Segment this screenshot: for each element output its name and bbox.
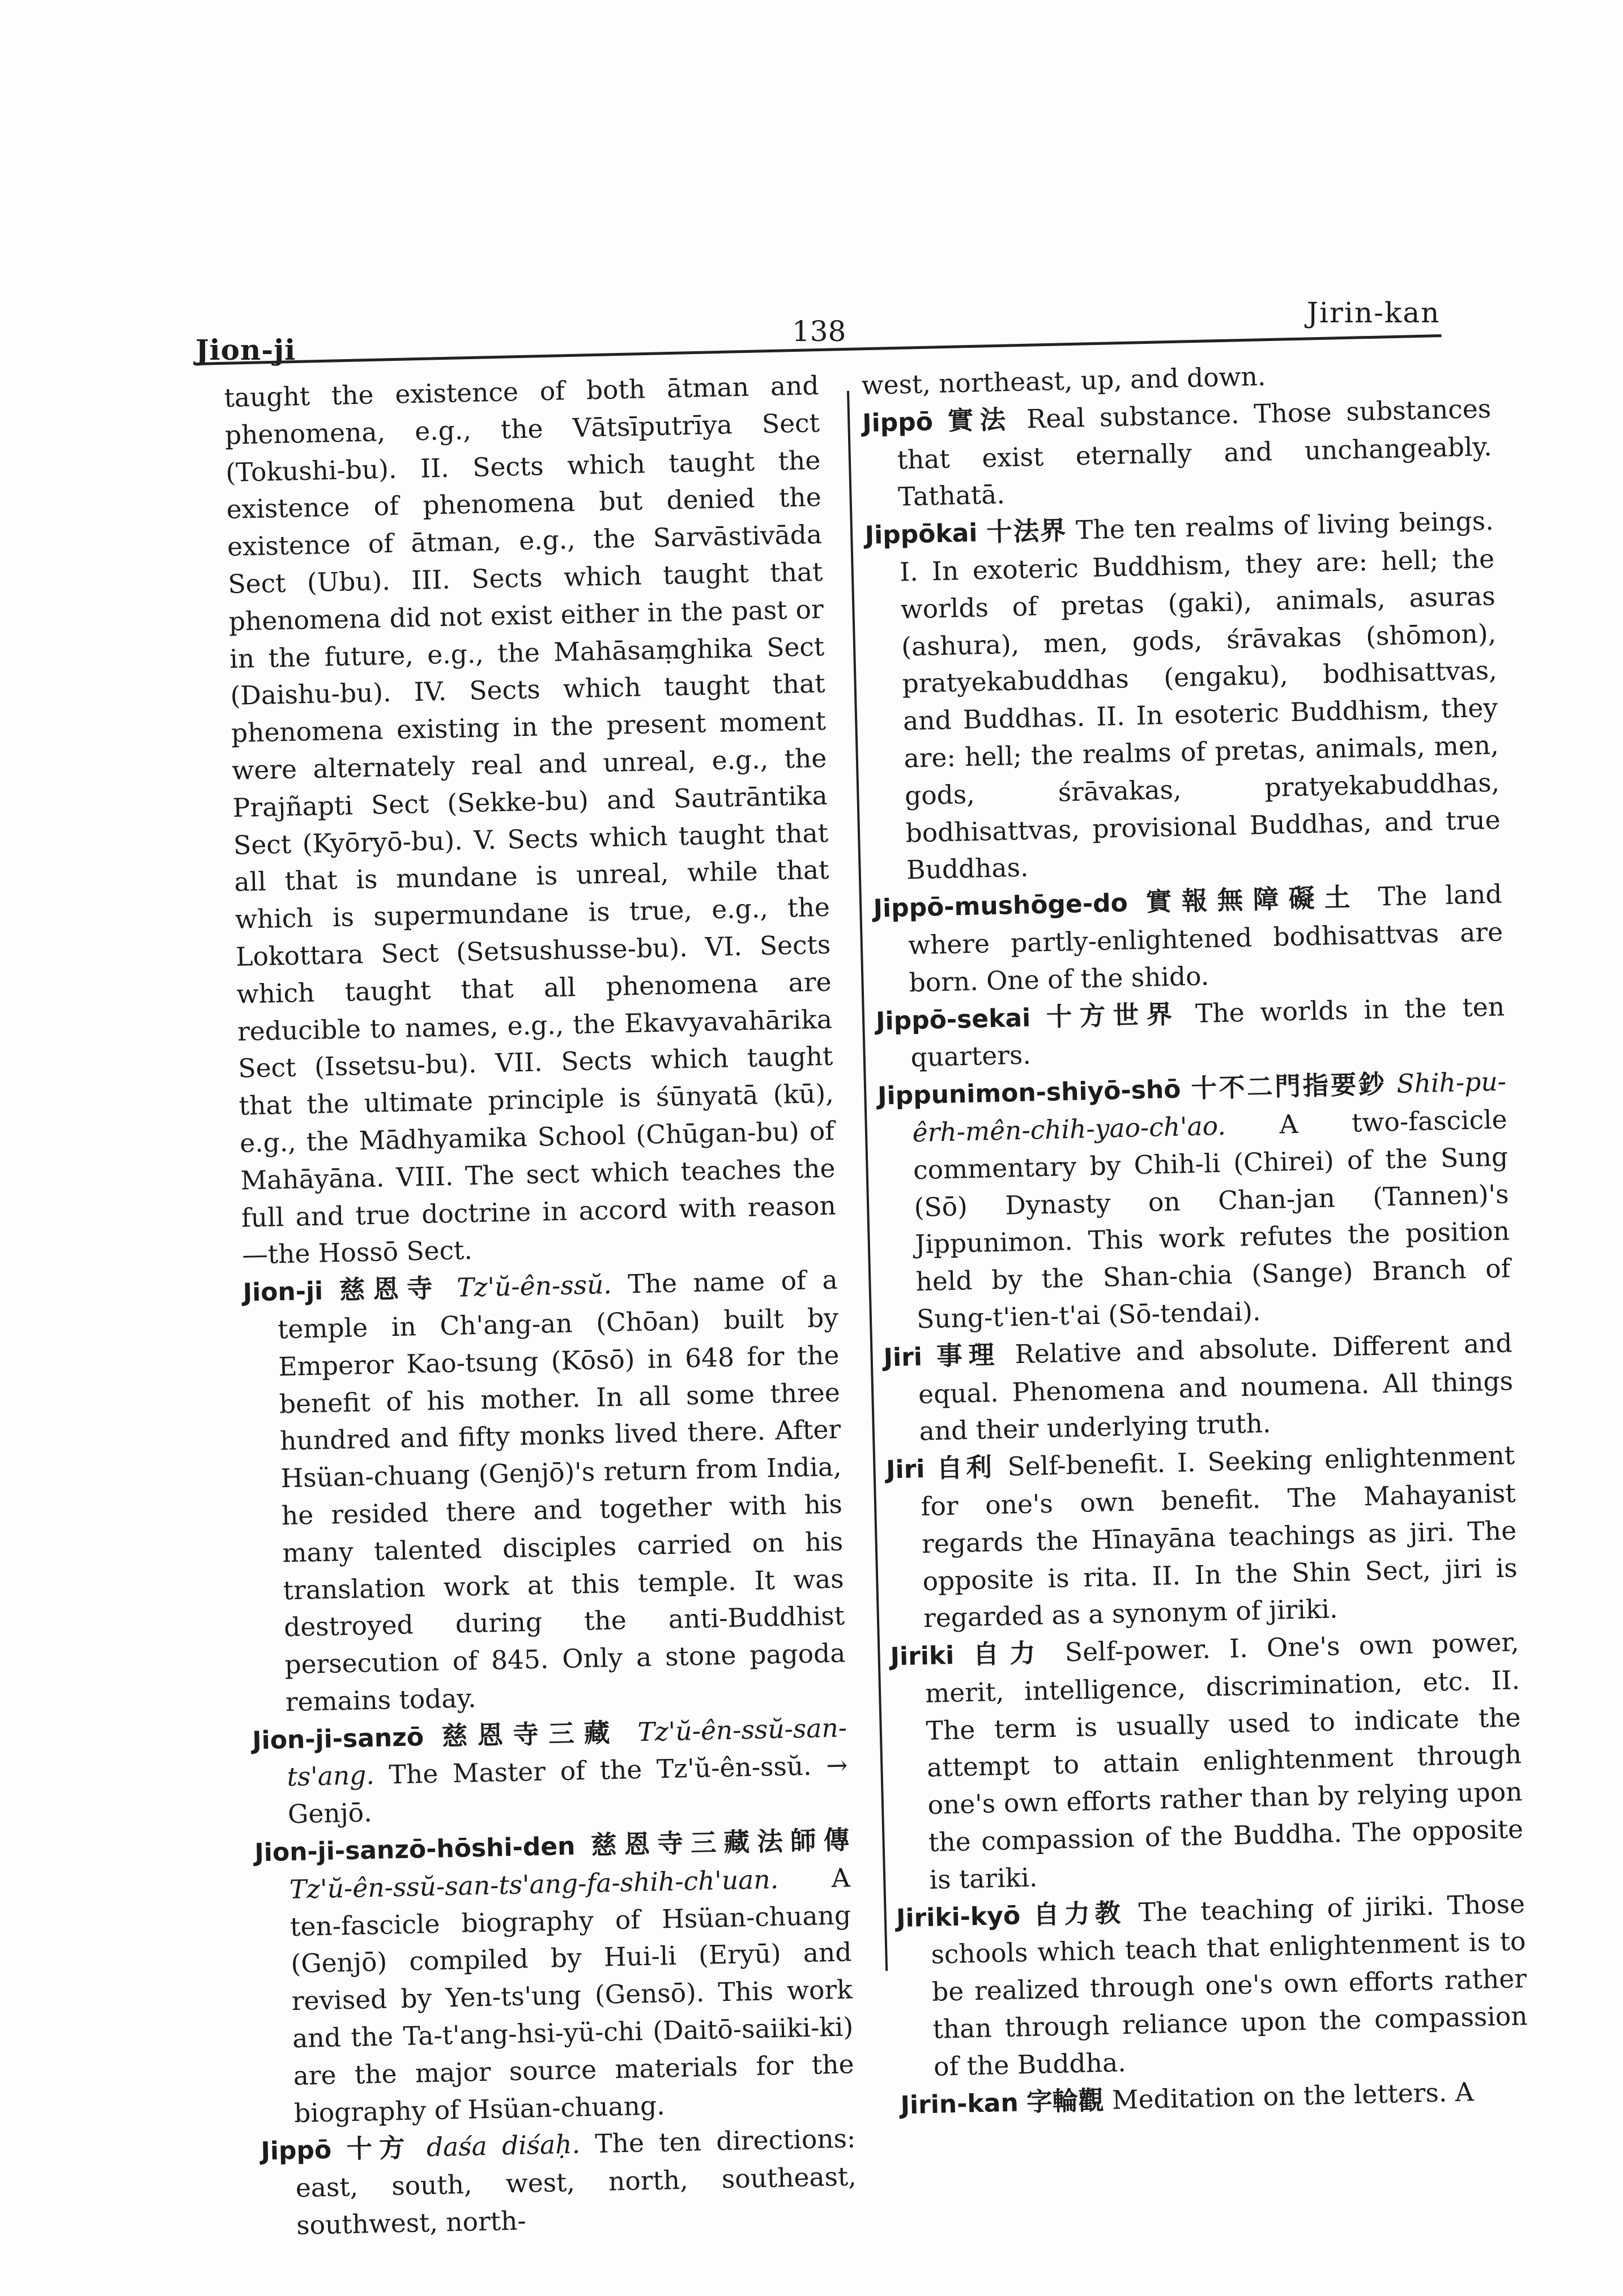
dictionary-entry: [242, 1262, 846, 1722]
entry-text: Meditation on the letters. A: [1111, 2076, 1475, 2115]
entry-text: west, northeast, up, and down.: [861, 361, 1266, 401]
running-head-right: Jirin-kan: [1307, 296, 1441, 329]
entry-romanization: Tz'ŭ-ên-ssŭ.: [456, 1270, 612, 1303]
entry-headword: Jippō-mushōge-do: [873, 888, 1128, 923]
entry-headword: Jippunimon-shiyō-shō: [877, 1075, 1182, 1111]
entry-romanization: Shih-pu-êrh-mên-chih-yao-ch'ao.: [912, 1066, 1507, 1148]
dictionary-entry: [862, 390, 1493, 517]
dictionary-entry: [261, 2120, 858, 2245]
dictionary-entry: [875, 988, 1506, 1077]
entry-romanization: Tz'ŭ-ên-ssŭ-san-ts'ang-fa-shih-ch'uan.: [289, 1864, 779, 1905]
entry-headword: Jion-ji: [242, 1276, 323, 1307]
dictionary-entry: [252, 1709, 849, 1834]
dictionary-entry: [896, 1885, 1528, 2086]
entry-cjk: 字輪觀: [1026, 2085, 1105, 2117]
entry-headword: Jiriki-kyō: [896, 1901, 1021, 1933]
entry-text: The land where partly-enlightened bodhisattvas are born. One of the shido.: [908, 879, 1503, 998]
entry-cjk: 十方: [346, 2133, 412, 2165]
entry-headword: Jippō: [260, 2136, 332, 2166]
entry-cjk: 十法界: [986, 516, 1067, 548]
dictionary-entry: [877, 1063, 1511, 1339]
entry-headword: Jippō-sekai: [875, 1003, 1031, 1036]
entry-cjk: 自利: [936, 1452, 996, 1484]
entry-cjk: 自力教: [1033, 1897, 1126, 1930]
dictionary-entry: [873, 876, 1504, 1003]
dictionary-entry: [883, 1324, 1514, 1451]
right-column: [861, 353, 1530, 2124]
running-head-left: Jion-ji: [195, 333, 296, 367]
left-column: [224, 367, 858, 2245]
entry-text: The name of a temple in Ch'ang-an (Chōan) built by Emperor Kao-tsung (Kōsō) in 648 for the benefit of his mother. In all some three hundred and fifty monks lived there. After Hsüan-chuang (Genjō)'s return from India, he resided there and together with his many talented disciples carried on his translation work at this temple. It was destroyed during the anti-Buddhist persecution of 845. Only a stone pagoda remains today.: [277, 1264, 846, 1718]
entry-cjk: 十不二門指要鈔: [1191, 1069, 1387, 1104]
entry-romanization: Tz'ŭ-ên-ssŭ-san-ts'ang.: [287, 1713, 847, 1792]
entry-text: A ten-fascicle biography of Hsüan-chuang (Genjō) compiled by Hui-li (Eryū) and revised by Yen-ts'ung (Gensō). This work and the Ta-t'ang-hsi-yü-chi (Daitō-saiiki-ki) are the major source materials for the biography of Hsüan-chuang.: [289, 1863, 855, 2128]
entry-cjk: 十方世界: [1046, 999, 1180, 1032]
entry-text: The ten directions: east, south, west, north, southeast, southwest, north-: [295, 2123, 857, 2241]
entry-headword: Jion-ji-sanzō: [252, 1722, 424, 1756]
entry-headword: Jippōkai: [864, 518, 978, 551]
entry-text: The teaching of jiriki. Those schools which teach that enlightenment is to be realized through one's own efforts rather than through reliance upon the compassion of the Buddha.: [931, 1888, 1528, 2082]
entry-text: The worlds in the ten quarters.: [910, 991, 1505, 1073]
entry-cjk: 慈恩寺: [339, 1273, 441, 1306]
entry-text: Relative and absolute. Different and equal. Phenomena and noumena. All things and their underlying truth.: [918, 1328, 1514, 1447]
dictionary-entry: [864, 502, 1502, 890]
entry-headword: Jiri: [883, 1342, 923, 1373]
entry-continuation: [224, 367, 837, 1274]
entry-cjk: 實法: [947, 404, 1012, 436]
entry-headword: Jippō: [862, 407, 934, 438]
entry-text: Self-benefit. I. Seeking enlightenment for one's own benefit. The Mahayanist regards the Hīnayāna teachings as jiri. The opposite is rita. II. In the Shin Sect, jiri is regarded as a synonym of jiriki.: [921, 1440, 1518, 1634]
page-number: 138: [792, 315, 846, 348]
entry-text: A two-fascicle commentary by Chih-li (Chirei) of the Sung (Sō) Dynasty on Chan-jan (Tannen)'s Jippunimon. This work refutes the position held by the Shan-chia (Sange) Branch of Sung-t'ien-t'ai (Sō-tendai).: [913, 1104, 1511, 1335]
dictionary-entry: [254, 1822, 855, 2133]
dictionary-entry: [890, 1624, 1524, 1899]
entry-text: Self-power. I. One's own power, merit, intelligence, discrimination, etc. II. The term is usually used to indicate the attempt to attain enlightenment through one's own efforts rather than by relying upon the compassion of the Buddha. The opposite is tariki.: [925, 1627, 1524, 1895]
entry-cjk: 自力: [973, 1638, 1047, 1670]
entry-cjk: 實報無障礙土: [1145, 882, 1361, 917]
entry-cjk: 慈恩寺三藏法師傳: [590, 1825, 850, 1861]
entry-text: The ten realms of living beings. I. In exoteric Buddhism, they are: hell; the worlds of pretas (gaki), animals, asuras (ashura), men, gods, śrāvakas (shōmon), pratyekabuddhas (engaku), bodhisattvas, and Buddhas. II. In esoteric Buddhism, they are: hell; the realms of pretas, animals, men, gods, śrāvakas, pratyekabuddhas, bodhisattvas, provisional Buddhas, and true Buddhas.: [899, 505, 1501, 885]
entry-cjk: 慈恩寺三藏: [441, 1717, 620, 1752]
entry-text: Real substance. Those substances that exist eternally and unchangeably. Tathatā.: [897, 393, 1493, 512]
entry-headword: Jirin-kan: [900, 2088, 1019, 2120]
entry-cjk: 事理: [936, 1339, 1001, 1371]
entry-headword: Jiriki: [890, 1641, 955, 1672]
entry-text: taught the existence of both ātman and phenomena, e.g., the Vātsīputrīya Sect (Tokushi-bu). II. Sects which taught the existence of phenomena but denied the existence of ātman, e.g., the Sarvāstivāda Sect (Ubu). III. Sects which taught that phenomena did not exist either in the past or in the future, e.g., the Mahāsaṃghika Sect (Daishu-bu). IV. Sects which taught that phenomena existing in the present moment were alternately real and unreal, e.g., the Prajñapti Sect (Sekke-bu) and Sautrāntika Sect (Kyōryō-bu). V. Sects which taught that all that is mundane is unreal, while that which is supermundane is true, e.g., the Lokottara Sect (Setsushusse-bu). VI. Sects which taught that all phenomena are reducible to names, e.g., the Ekavyavahārika Sect (Issetsu-bu). VII. Sects which taught that the ultimate principle is śūnyatā (kū), e.g., the Mādhyamika School (Chūgan-bu) of Mahāyāna. VIII. The sect which teaches the full and true doctrine in accord with reason—the Hossō Sect.: [224, 370, 837, 1270]
entry-text: The Master of the Tz'ŭ-ên-ssŭ. → Genjō.: [287, 1750, 849, 1830]
entry-headword: Jiri: [885, 1455, 925, 1485]
entry-headword: Jion-ji-sanzō-hōshi-den: [254, 1831, 576, 1868]
entry-romanization: daśa diśaḥ.: [426, 2129, 581, 2163]
dictionary-entry: [885, 1437, 1518, 1638]
